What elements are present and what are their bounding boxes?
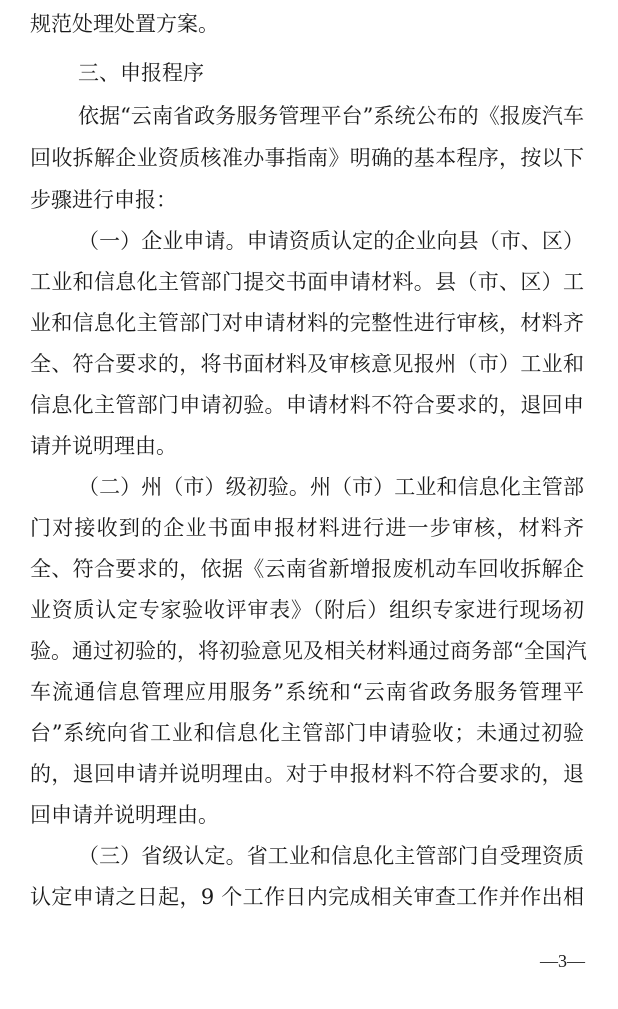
text-line: 全、符合要求的，将书面材料及审核意见报州（市）工业和 bbox=[30, 352, 584, 376]
text-line: 请并说明理由。 bbox=[30, 434, 177, 458]
text-line: 门对接收到的企业书面申报材料进行进一步审核，材料齐 bbox=[30, 516, 584, 540]
text-line: 回申请并说明理由。 bbox=[30, 803, 219, 827]
text-line: 业和信息化主管部门对申请材料的完整性进行审核，材料齐 bbox=[30, 311, 584, 335]
text-line: 工业和信息化主管部门提交书面申请材料。县（市、区）工 bbox=[30, 270, 584, 294]
text-line: 依据“云南省政务服务管理平台”系统公布的《报废汽车 bbox=[78, 104, 584, 128]
text-line: （三）省级认定。省工业和信息化主管部门自受理资质 bbox=[78, 844, 584, 868]
text-line: 业资质认定专家验收评审表》（附后）组织专家进行现场初 bbox=[30, 598, 584, 622]
text-line: 台”系统向省工业和信息化主管部门申请验收；未通过初验 bbox=[30, 721, 584, 745]
text-line: 规范处理处置方案。 bbox=[30, 12, 219, 36]
text-line: 信息化主管部门申请初验。申请材料不符合要求的，退回申 bbox=[30, 393, 584, 417]
text-line: （一）企业申请。申请资质认定的企业向县（市、区） bbox=[78, 229, 584, 253]
section-heading: 三、申报程序 bbox=[78, 61, 204, 85]
text-line: 回收拆解企业资质核准办事指南》明确的基本程序，按以下 bbox=[30, 146, 584, 170]
text-line: 步骤进行申报： bbox=[30, 188, 177, 212]
text-line: 全、符合要求的，依据《云南省新增报废机动车回收拆解企 bbox=[30, 557, 584, 581]
text-line: 认定申请之日起，9 个工作日内完成相关审查工作并作出相 bbox=[30, 885, 584, 909]
text-line: 验。通过初验的，将初验意见及相关材料通过商务部“全国汽 bbox=[30, 639, 587, 663]
text-line: 车流通信息管理应用服务”系统和“云南省政务服务管理平 bbox=[30, 680, 584, 704]
page-number: —3— bbox=[540, 951, 585, 971]
text-line: 的，退回申请并说明理由。对于申报材料不符合要求的，退 bbox=[30, 762, 584, 786]
text-line: （二）州（市）级初验。州（市）工业和信息化主管部 bbox=[78, 475, 584, 499]
